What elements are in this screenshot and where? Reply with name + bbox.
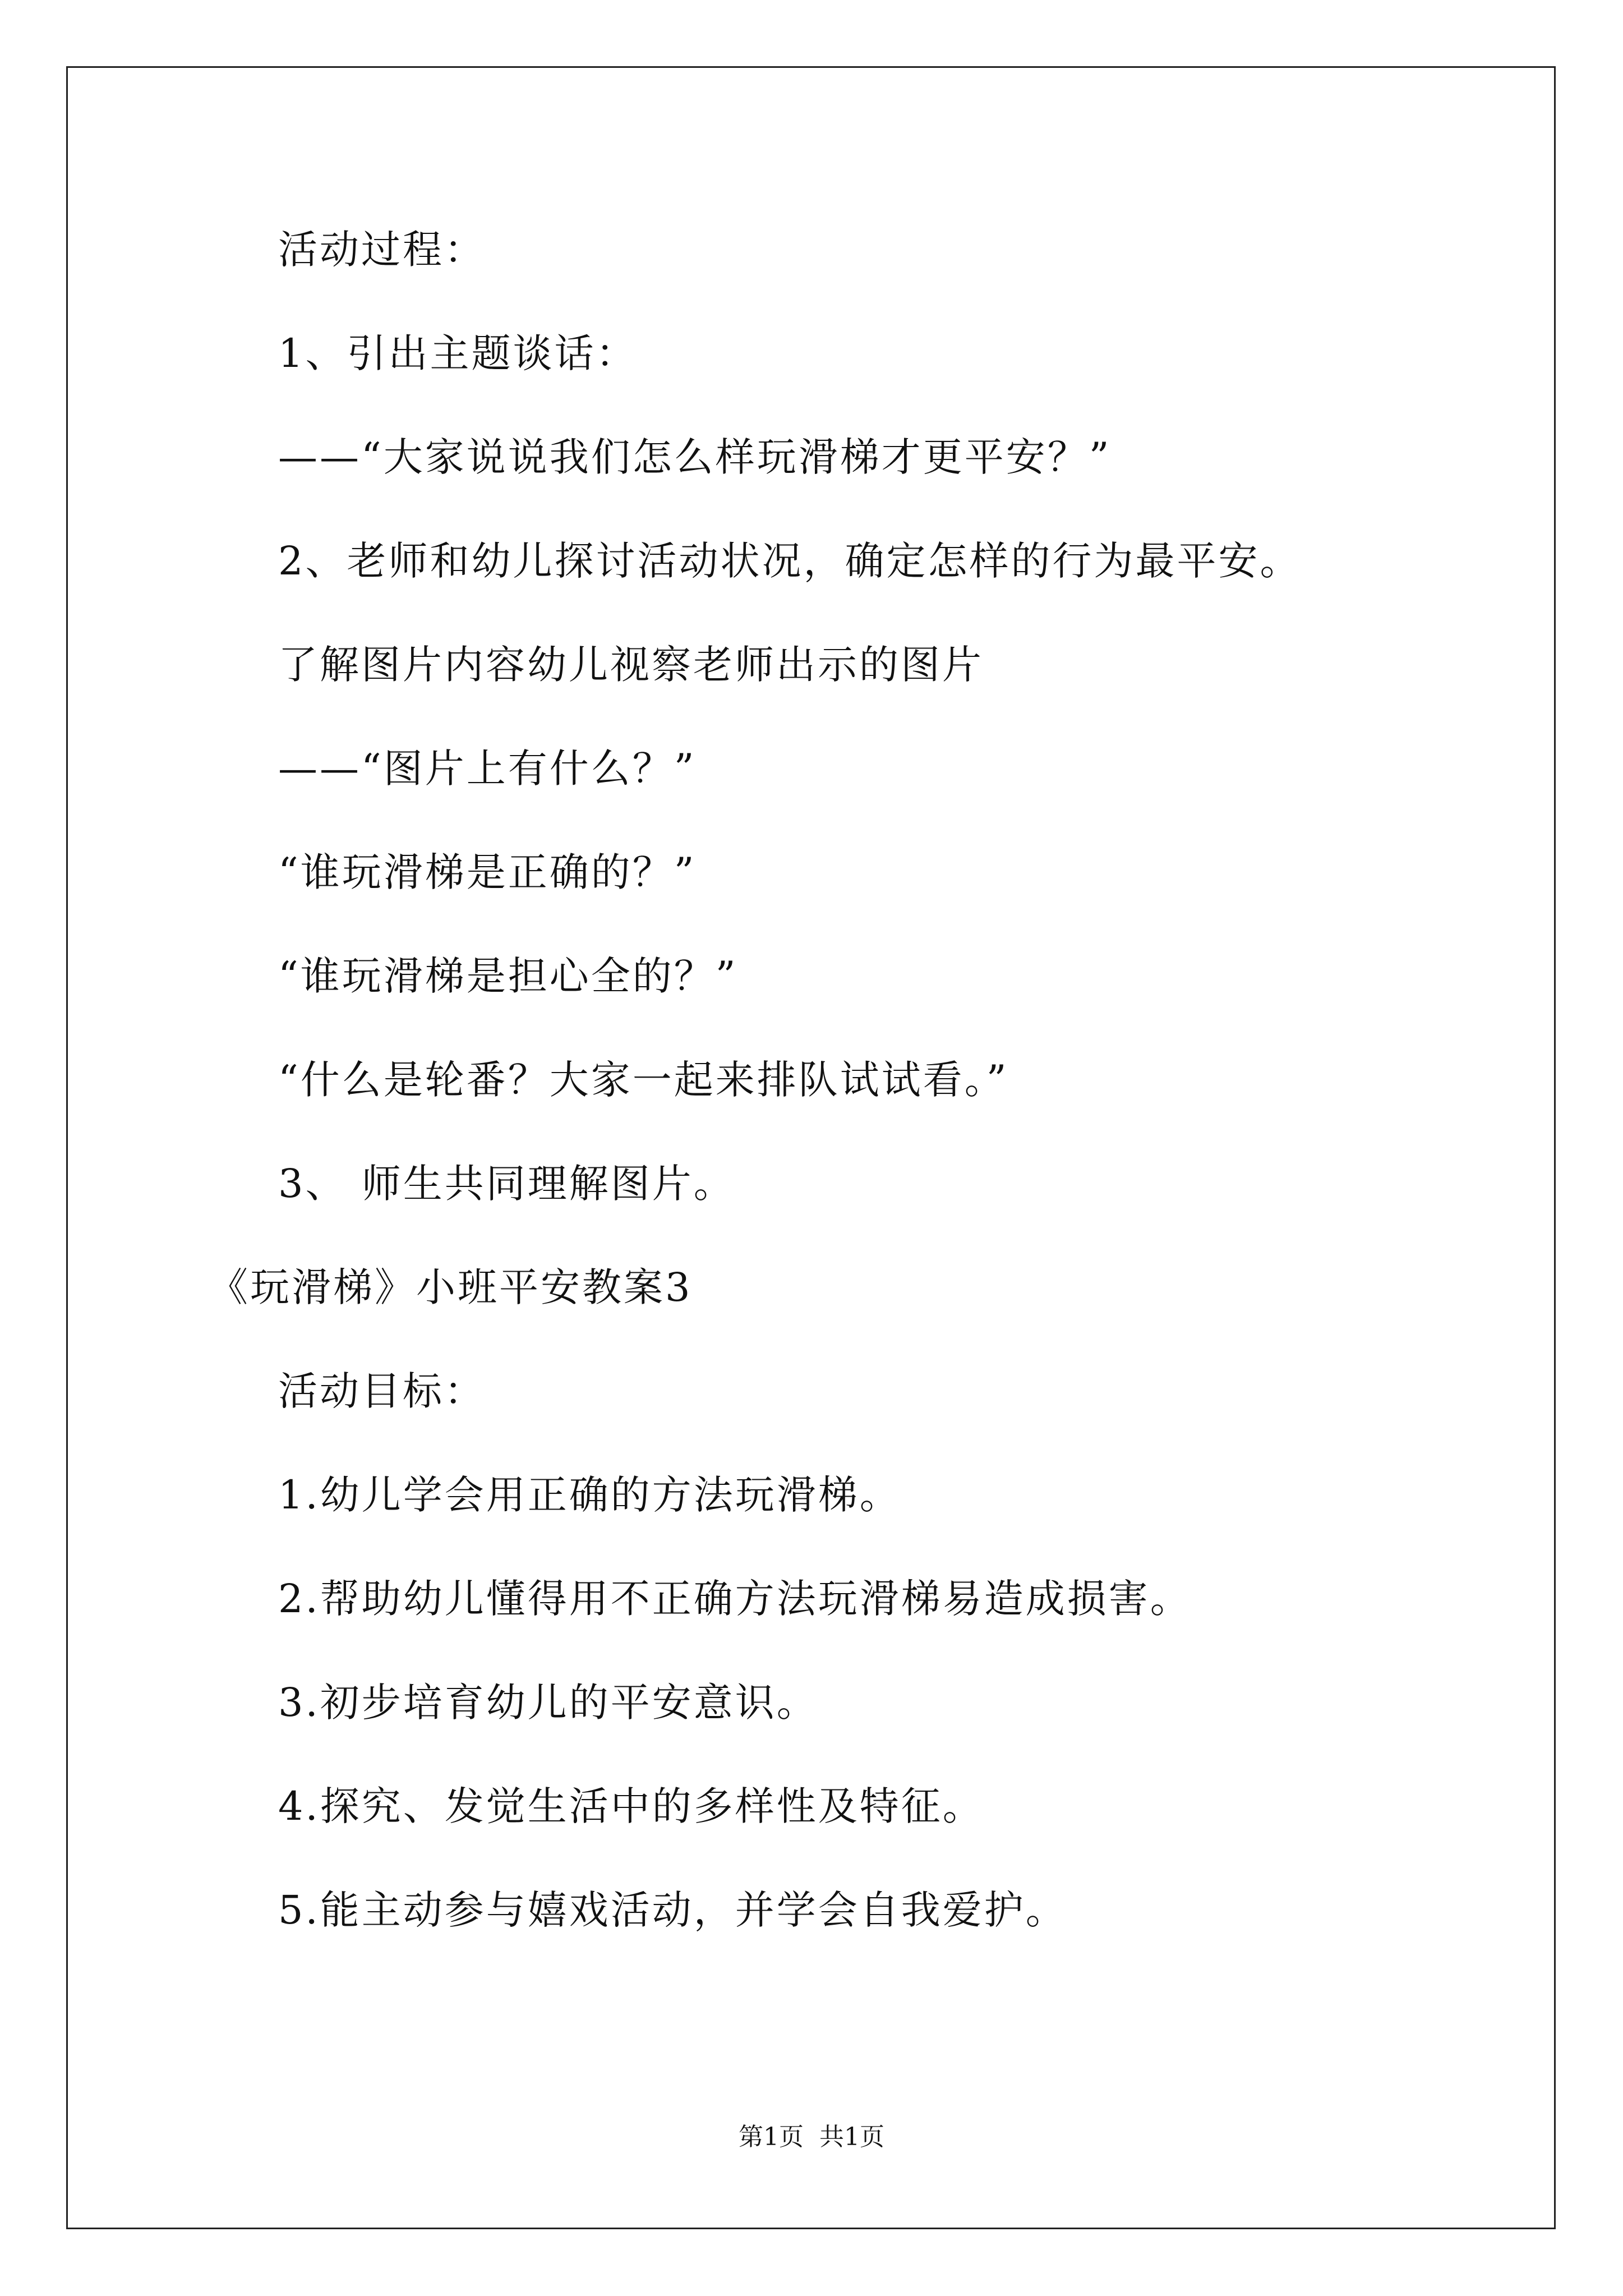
paragraph-line: “什么是轮番？大家一起来排队试试看。” — [278, 1057, 1009, 1103]
paragraph-line: 2、老师和幼儿探讨活动状况，确定怎样的行为最平安。 — [278, 538, 1302, 584]
section-heading-goals: 活动目标： — [278, 1368, 486, 1414]
page-number: 第1页 — [739, 2123, 804, 2151]
goal-item: 1.幼儿学会用正确的方法玩滑梯。 — [278, 1472, 901, 1518]
page-footer — [0, 2120, 1623, 2154]
page-total: 共1页 — [819, 2123, 884, 2151]
goal-item: 5.能主动参与嬉戏活动，并学会自我爱护。 — [278, 1887, 1067, 1933]
paragraph-line: “谁玩滑梯是担心全的？” — [278, 953, 738, 999]
paragraph-line: ——“大家说说我们怎么样玩滑梯才更平安？” — [278, 434, 1112, 480]
goal-item: 3.初步培育幼儿的平安意识。 — [278, 1680, 818, 1726]
lesson-plan-title: 《玩滑梯》小班平安教案3 — [209, 1264, 693, 1310]
goal-item: 4.探究、发觉生活中的多样性及特征。 — [278, 1783, 984, 1829]
paragraph-line: 了解图片内容幼儿视察老师出示的图片 — [278, 642, 984, 688]
paragraph-line: 3、 师生共同理解图片。 — [278, 1161, 735, 1207]
goal-item: 2.帮助幼儿懂得用不正确方法玩滑梯易造成损害。 — [278, 1576, 1192, 1622]
paragraph-line: 1、引出主题谈话： — [278, 330, 638, 376]
paragraph-line: ——“图片上有什么？” — [278, 746, 697, 792]
paragraph-line: “谁玩滑梯是正确的？” — [278, 849, 697, 895]
section-heading-process: 活动过程： — [278, 227, 486, 273]
